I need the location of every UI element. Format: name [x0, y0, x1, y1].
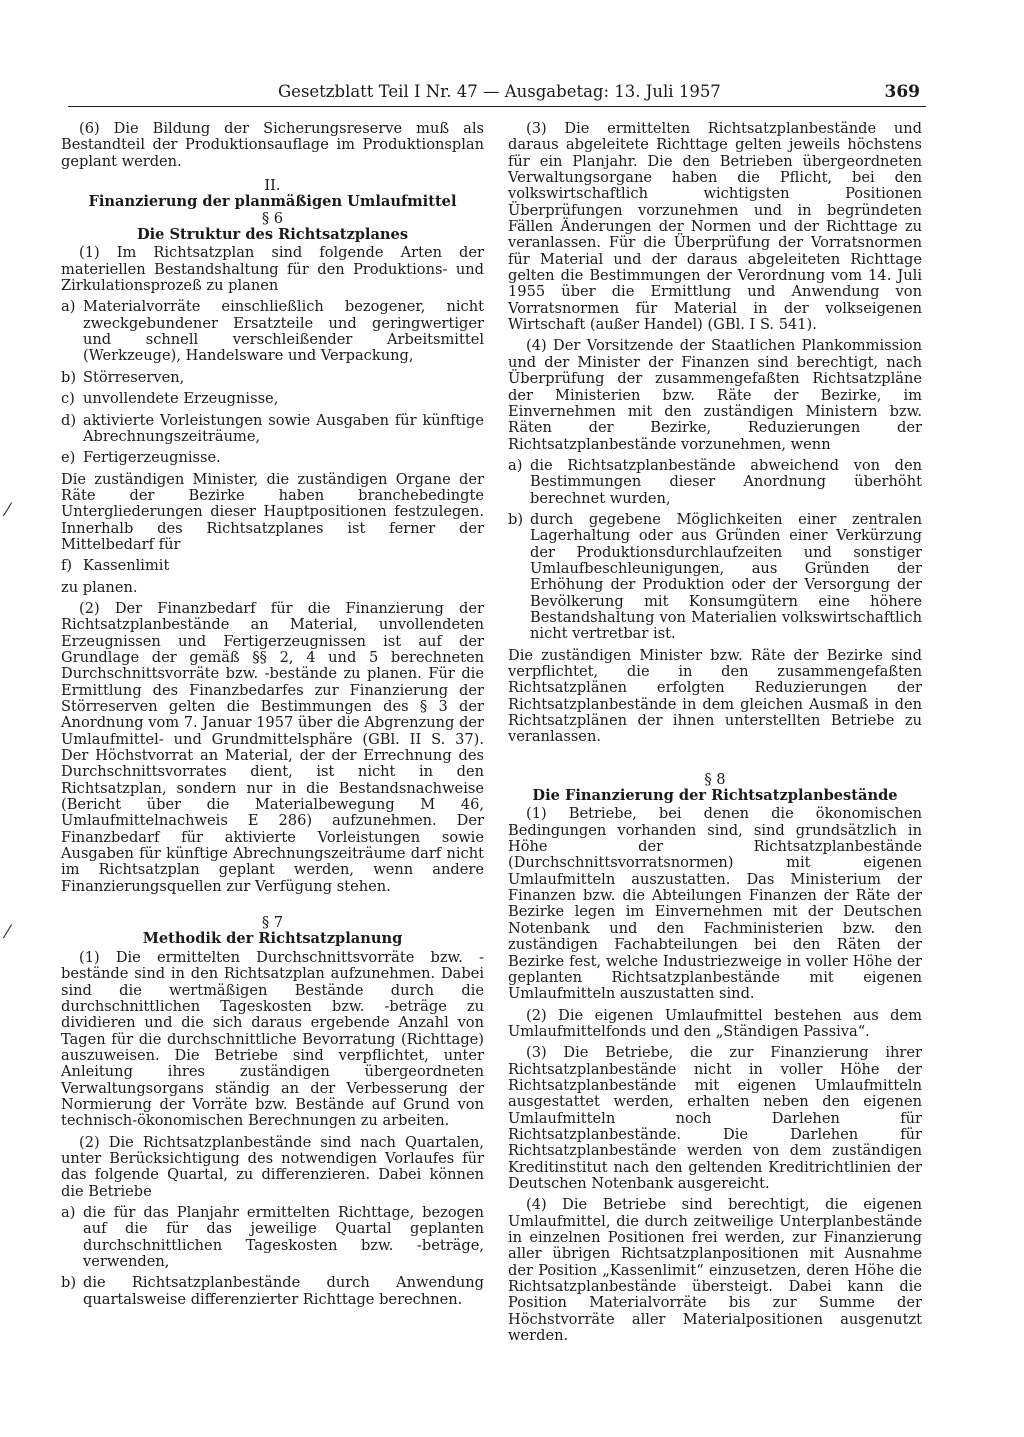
list-text: die für das Planjahr ermittelten Richttage, bezogen auf die für das jeweilige Quartal geplanten durchschnittlichen Tageskosten bzw. -beträge, verwenden,: [83, 1203, 484, 1270]
paragraph: (3) Die ermittelten Richtsatzplanbestände und daraus abgeleitete Richttage gelten jeweils höchstens für ein Planjahr. Die den Betrieben übergeordneten Verwaltungsorgane haben die Pflicht, bei den volkswirtschaftlich wichtigsten Positionen Überprüfungen vorzunehmen und in begründeten Fällen Änderungen der Normen und der Richttage zu veranlassen. Für die Überprüfung der Vorratsnormen für Material und der daraus abgeleiteten Richttage gelten die Bestimmungen der Verordnung vom 14. Juli 1955 über die Ermittlung und Anwendung von Vorratsnormen für Material in der volkseigenen Wirtschaft (außer Handel) (GBl. I S. 541).: [508, 120, 922, 334]
list-item: [61, 558, 484, 574]
list-text: durch gegebene Möglichkeiten einer zentralen Lagerhaltung oder aus Gründen einer Verkürzung der Produktionsdurchlaufzeiten und sonstiger Umlaufbeschleunigungen, aus Gründen der Erhöhung der Produktion oder der Versorgung der Bevölkerung mit Konsumgütern eine höhere Bestandshaltung von Materialien volkswirtschaftlich nicht vertretbar ist.: [530, 510, 922, 643]
list-label: b): [61, 1274, 77, 1292]
paragraph: (3) Die Betriebe, die zur Finanzierung ihrer Richtsatzplanbestände nicht in voller Höhe der Richtsatzplanbestände mit eigenen Umlaufmitteln ausgestattet werden, erhalten neben den eigenen Umlaufmitteln noch Darlehen für Richtsatzplanbestände. Die Darlehen für Richtsatzplanbestände werden von dem zuständigen Kreditinstitut nach den geltenden Kreditrichtlinien der Deutschen Notenbank ausgereicht.: [508, 1044, 922, 1192]
left-column: [61, 121, 484, 1313]
list-text: unvollendete Erzeugnisse,: [83, 390, 279, 408]
section-number: § 8: [704, 770, 726, 788]
section-heading: Die Finanzierung der Richtsatzplanbestände: [532, 787, 898, 805]
right-column: [508, 121, 922, 1349]
list-item: [61, 1205, 484, 1270]
margin-mark: ⁄: [6, 500, 10, 521]
list-text: aktivierte Vorleistungen sowie Ausgaben für künftige Abrechnungszeiträume,: [83, 411, 484, 445]
paragraph: (2) Die Richtsatzplanbestände sind nach Quartalen, unter Berücksichtigung des notwendigen Vorlaufes für das folgende Quartal, zu differenzieren. Dabei können die Betriebe: [61, 1133, 484, 1200]
section-number: § 6: [261, 209, 284, 227]
list-label: b): [61, 368, 77, 386]
list-text: die Richtsatzplanbestände abweichend von den Bestimmungen dieser Anordnung überhöht berechnet wurden,: [530, 456, 922, 507]
list-label: a): [61, 1203, 76, 1221]
list-text: Kassenlimit: [83, 557, 170, 575]
paragraph: (4) Die Betriebe sind berechtigt, die eigenen Umlaufmittel, die durch zeitweilige Unterplanbestände in einzelnen Positionen frei werden, zur Finanzierung aller übrigen Richtsatzplanpositionen mit Ausnahme der Position „Kassenlimit“ einzusetzen, deren Höhe die Richtsatzplanbestände übersteigt. Dabei kann die Position Materialvorräte bis zur Summe der Höchstvorräte aller Materialpositionen ausgenutzt werden.: [508, 1196, 922, 1345]
section-heading: Methodik der Richtsatzplanung: [142, 930, 403, 948]
page-number: 369: [884, 82, 920, 102]
list-label: e): [61, 449, 76, 467]
paragraph: (6) Die Bildung der Sicherungsreserve muß als Bestandteil der Produktionsauflage im Produktionsplan geplant werden.: [61, 120, 484, 170]
list-label: b): [508, 510, 524, 528]
list-text: Fertigerzeugnisse.: [83, 449, 221, 467]
paragraph: (2) Der Finanzbedarf für die Finanzierung der Richtsatzplanbestände an Material, unvollendeten Erzeugnissen und Fertigerzeugnissen ist auf der Grundlage der gemäß §§ 2, 4 und 5 berechneten Durchschnittsvorräte bzw. -bestände zu planen. Für die Ermittlung des Finanzbedarfes zur Finanzierung der Störreserven gelten die Bestimmungen des § 3 der Anordnung vom 7. Januar 1957 über die Abgrenzung der Umlaufmittel- und Grundmittelsphäre (GBl. II S. 37). Der Höchstvorrat an Material, der der Errechnung des Durchschnittsvorrates dient, ist nicht in den Richtsatzplan, sondern nur in die Bestandsnachweise (Bericht über die Materialbewegung M 46, Umlaufmittelnachweis E 286) aufzunehmen. Der Finanzbedarf für aktivierte Vorleistungen sowie Ausgaben für künftige Abrechnungszeiträume darf nicht im Richtsatzplan geplant werden, wenn andere Finanzierungsquellen zur Verfügung stehen.: [61, 599, 484, 895]
list-item: [61, 413, 484, 446]
paragraph: zu planen.: [61, 578, 138, 596]
list-label: a): [508, 456, 523, 474]
list-text: Materialvorräte einschließlich bezogener, nicht zweckgebundener Ersatzteile und geringwertiger und schnell verschleißender Arbeitsmittel (Werkzeuge), Handelsware und Verpackung,: [83, 298, 484, 365]
paragraph: Die zuständigen Minister bzw. Räte der Bezirke sind verpflichtet, die in den zusammengefaßten Richtsatzplänen erfolgten Reduzierungen der Richtsatzplanbestände in dem gleichen Ausmaß in den Richtsatzplänen der ihnen unterstellten Betriebe zu veranlassen.: [508, 646, 922, 746]
margin-mark: ⁄: [6, 922, 10, 943]
list-item: [508, 458, 922, 507]
list-label: c): [61, 390, 75, 408]
list-item: [61, 391, 484, 407]
list-item: [61, 1275, 484, 1308]
list-item: [61, 299, 484, 364]
paragraph: Die zuständigen Minister, die zuständigen Organe der Räte der Bezirke haben branchebedingte Untergliederungen dieser Hauptpositionen festzulegen. Innerhalb des Richtsatzplanes ist ferner der Mittelbedarf für: [61, 470, 484, 553]
list-item: [61, 450, 484, 466]
section-number: § 7: [261, 914, 284, 932]
list-label: d): [61, 411, 77, 429]
list-item: [61, 370, 484, 386]
header-title: Gesetzblatt Teil I Nr. 47 — Ausgabetag: 13. Juli 1957: [278, 82, 721, 101]
list-label: a): [61, 298, 76, 316]
paragraph: (4) Der Vorsitzende der Staatlichen Plankommission und der Minister der Finanzen sind berechtigt, nach Überprüfung der zusammengefaßten Richtsatzpläne der Ministerien bzw. Räte der Bezirke, im Einvernehmen mit den zuständigen Ministern bzw. Räten der Bezirke, Reduzierungen der Richtsatzplanbestände vorzunehmen, wenn: [508, 337, 922, 453]
paragraph: (1) Im Richtsatzplan sind folgende Arten der materiellen Bestandshaltung für den Produktions- und Zirkulationsprozeß zu planen: [61, 244, 484, 295]
section-numeral: II.: [264, 177, 281, 195]
section-heading: Die Struktur des Richtsatzplanes: [136, 226, 409, 244]
paragraph: (1) Betriebe, bei denen die ökonomischen Bedingungen vorhanden sind, sind grundsätzlich in Höhe der Richtsatzplanbestände (Durchschnittsvorratsnormen) mit eigenen Umlaufmitteln auszustatten. Das Ministerium der Finanzen bzw. die Abteilungen Finanzen der Räte der Bezirke legen im Einvernehmen mit der Deutschen Notenbank und den Fachministerien bzw. den zuständigen Fachabteilungen bei den Räten der Bezirke fest, welche Industriezweige in voller Höhe der geplanten Richtsatzplanbestände mit eigenen Umlaufmitteln auszustatten sind.: [508, 805, 922, 1003]
list-text: Störreserven,: [83, 368, 185, 386]
paragraph: (2) Die eigenen Umlaufmittel bestehen aus dem Umlaufmittelfonds und den „Ständigen Passiva“.: [508, 1006, 922, 1040]
list-label: f): [61, 557, 73, 575]
section-title: Finanzierung der planmäßigen Umlaufmittel: [88, 193, 457, 211]
page-header: [68, 80, 926, 107]
paragraph: (1) Die ermittelten Durchschnittsvorräte bzw. -bestände sind in den Richtsatzplan aufzunehmen. Dabei sind die wertmäßigen Bestände durch die durchschnittlichen Tageskosten bzw. -beträge zu dividieren und die sich daraus ergebende Anzahl von Tagen für die durchschnittliche Bevorratung (Richttage) auszuweisen. Die Betriebe sind verpflichtet, unter Anleitung ihres zuständigen übergeordneten Verwaltungsorgans ständig an der Verbesserung der Normierung der Vorräte bzw. Bestände auf Grund von technisch-ökonomischen Berechnungen zu arbeiten.: [61, 948, 484, 1130]
list-item: [508, 512, 922, 643]
list-text: die Richtsatzplanbestände durch Anwendung quartalsweise differenzierter Richttage berechnen.: [83, 1274, 484, 1308]
